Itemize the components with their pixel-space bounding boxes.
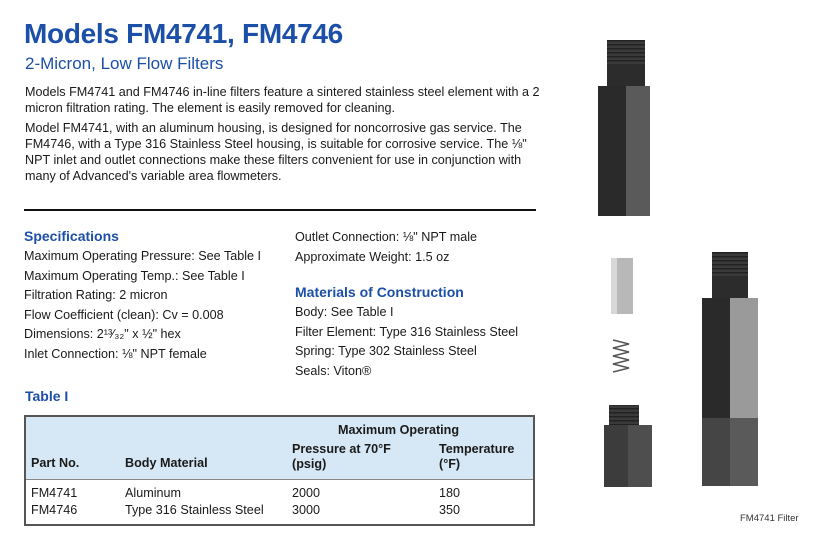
cell-temperature: 350 <box>439 503 461 517</box>
col-header-pressure-line2: (psig) <box>292 457 327 471</box>
material-item: Spring: Type 302 Stainless Steel <box>295 344 477 358</box>
col-header-temperature-line2: (°F) <box>439 457 461 471</box>
specifications-list <box>24 247 261 364</box>
page-title: Models FM4741, FM4746 <box>24 18 343 49</box>
intro-paragraph-1: Models FM4741 and FM4746 in-line filters feature a sintered stainless steel element with a 2 micron filtration rating. The element is easily removed for cleaning. <box>25 85 540 115</box>
material-item: Body: See Table I <box>295 305 394 319</box>
table-body <box>26 480 533 524</box>
spring-icon <box>613 340 629 372</box>
spec-item: Flow Coefficient (clean): Cv = 0.008 <box>24 307 224 322</box>
col-header-temperature <box>439 442 514 472</box>
section-divider <box>24 209 536 211</box>
group-header: Maximum Operating <box>338 423 460 437</box>
cell-pressure: 3000 <box>292 503 321 517</box>
cell-body-material: Type 316 Stainless Steel <box>125 503 264 517</box>
filter-element-icon <box>611 258 633 314</box>
spec-item: Maximum Operating Temp.: See Table I <box>24 268 245 283</box>
cell-temperature: 180 <box>439 486 461 500</box>
assembled-filter-icon <box>702 252 758 486</box>
page-subtitle: 2-Micron, Low Flow Filters <box>25 54 224 73</box>
spec-item: Approximate Weight: 1.5 oz <box>295 249 450 264</box>
col-header-pressure-line1: Pressure at 70°F <box>292 442 391 456</box>
cell-part-no: FM4746 <box>31 503 78 517</box>
spec-item: Filtration Rating: 2 micron <box>24 288 168 302</box>
filter-product-photo <box>585 40 810 520</box>
spec-item: Maximum Operating Pressure: See Table I <box>24 249 262 263</box>
spec-item: Dimensions: 2¹³⁄₃₂" x ½" hex <box>24 327 181 341</box>
table-header <box>26 417 533 480</box>
intro-paragraph-2: Model FM4741, with an aluminum housing, is designed for noncorrosive gas service. The FM4746, with a Type 316 Stainless Steel housing, is suitable for corrosive service. The ⅛" NPT inlet and outlet connections make these filters convenient for use in conjunction with many of Advanced's variable area flowmeters. <box>25 121 527 183</box>
col-header-pressure <box>292 442 391 472</box>
col-header-part-no: Part No. <box>31 456 80 470</box>
table-heading: Table I <box>25 388 69 404</box>
figure-caption: FM4741 Filter <box>740 513 799 524</box>
material-item: Seals: Viton® <box>295 363 372 378</box>
materials-heading: Materials of Construction <box>295 284 464 300</box>
table-row <box>26 486 533 502</box>
material-item: Filter Element: Type 316 Stainless Steel <box>295 324 519 339</box>
specifications-heading: Specifications <box>24 228 119 244</box>
cell-body-material: Aluminum <box>125 486 181 500</box>
specs-table <box>24 415 535 526</box>
specifications-list-right <box>295 228 477 267</box>
cell-part-no: FM4741 <box>31 486 78 500</box>
table-row <box>26 503 533 519</box>
spec-item: Inlet Connection: ⅛" NPT female <box>24 346 207 361</box>
lower-housing-icon <box>604 405 652 487</box>
col-header-temperature-line1: Temperature <box>439 442 515 456</box>
cell-pressure: 2000 <box>292 486 321 500</box>
upper-housing-icon <box>598 40 650 216</box>
col-header-body-material: Body Material <box>125 456 208 470</box>
spec-item: Outlet Connection: ⅛" NPT male <box>295 230 478 244</box>
materials-list <box>295 303 518 381</box>
